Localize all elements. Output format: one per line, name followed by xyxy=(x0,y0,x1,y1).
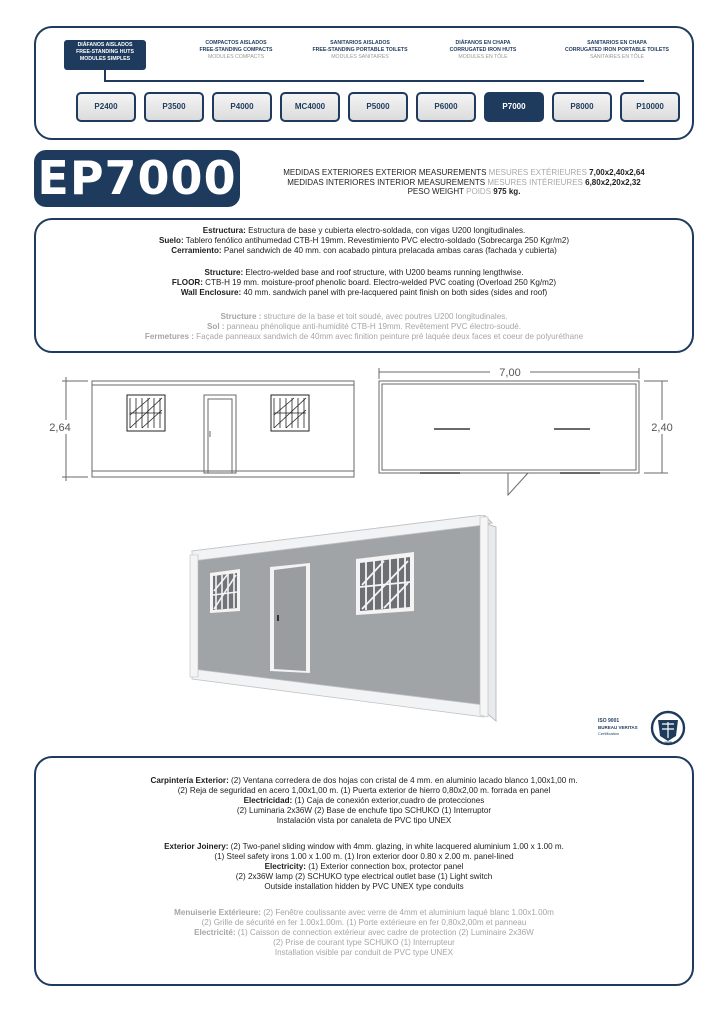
label-en: INTERIOR MEASUREMENTS xyxy=(377,177,486,187)
spec-line: Fermetures : Façade panneaux sandwich de 40mm avec finition peinture pré laquée deux faces et coeur de polyuréthane xyxy=(144,331,584,341)
page-title: EP7000 xyxy=(34,150,240,207)
category-label-es: SANITARIOS EN CHAPA xyxy=(587,40,647,46)
category-label-fr: MODULES EN TÔLE xyxy=(458,54,508,60)
door xyxy=(270,563,310,673)
interior-measurements xyxy=(244,178,684,188)
seal-year: 1828 xyxy=(664,741,672,745)
category-label-es: DIÁFANOS AISLADOS xyxy=(77,42,133,48)
model-button-p7000[interactable]: P7000 xyxy=(484,92,544,122)
label-en: WEIGHT xyxy=(432,187,464,196)
spec-line: Instalación vista por canaleta de PVC tipo UNEX xyxy=(276,815,452,825)
nav-connector xyxy=(104,80,644,82)
spec-line: (2) Luminaria 2x36W (2) Base de enchufe tipo SCHUKO (1) Interruptor xyxy=(236,805,492,815)
spec-line: Structure : structure de la base et toit soudé, avec poutres U200 longitudinales. xyxy=(220,312,508,321)
spec-line: Suelo: Tablero fenólico antihumedad CTB-H 19mm. Revestimiento PVC electro-soldado (Sobrecarga 250 Kgr/m2) xyxy=(158,235,570,245)
spec-line: Estructura: Estructura de base y cubierta electro-soldada, con vigas U200 longitudinales. xyxy=(202,226,526,235)
spec-line: Cerramiento: Panel sandwich de 40 mm. con acabado pintura prelacada ambas caras (fachada y cubierta) xyxy=(171,245,557,255)
cert-line-3: Certification xyxy=(598,731,620,736)
technical-drawings xyxy=(40,365,690,510)
window-right xyxy=(356,552,414,615)
model-button-p8000[interactable]: P8000 xyxy=(552,92,612,122)
model-button-p3500[interactable]: P3500 xyxy=(144,92,204,122)
category-label-en: FREE-STANDING COMPACTS xyxy=(199,47,273,53)
spec-line: Sol : panneau phénolique anti-humidité CTB-H 19mm. Revêtement PVC électro-soudé. xyxy=(206,321,522,331)
equipment-fr xyxy=(36,908,692,958)
product-illustration xyxy=(176,515,536,725)
spec-line: Menuiserie Extérieure: (2) Fenêtre coulissante avec verre de 4mm et aluminium laqué blanc 1.00x1.00m xyxy=(174,908,554,917)
window-left xyxy=(210,569,240,613)
label-fr: MESURES EXTÉRIEURES xyxy=(488,168,587,177)
spec-line: Wall Enclosure: 40 mm. sandwich panel with pre-lacquered paint finish on both sides (sides and roof) xyxy=(180,287,548,297)
cert-line-1: ISO 9001 xyxy=(598,718,620,724)
category-label-fr: MODULES SIMPLES xyxy=(79,56,131,62)
model-button-p5000[interactable]: P5000 xyxy=(348,92,408,122)
spec-line: Carpintería Exterior: (2) Ventana corredera de dos hojas con cristal de 4 mm. en aluminio lacado blanco 1,00x1,00 m. xyxy=(150,776,578,785)
certification-badge xyxy=(596,710,686,746)
equipment-es xyxy=(36,776,692,826)
structure-specs-panel xyxy=(34,218,694,353)
spec-line: FLOOR: CTB-H 19 mm. moisture-proof phenolic board. Electro-welded PVC coating (Overload 250 Kg/m2) xyxy=(171,277,557,287)
category-label-en: CORRUGATED IRON HUTS xyxy=(449,47,517,53)
category-tab-corrugated-iron-toilets[interactable] xyxy=(542,40,692,70)
spec-line: Electricité: (1) Caisson de connection extérieur avec cadre de protection (2) Luminaire 2x36W xyxy=(194,927,534,937)
label-fr: MESURES INTÉRIEURES xyxy=(487,177,583,187)
model-button-p2400[interactable]: P2400 xyxy=(76,92,136,122)
category-label-en: CORRUGATED IRON PORTABLE TOILETS xyxy=(564,47,670,53)
spec-line: (2) 2x36W lamp (2) SCHUKO type electrical outlet base (1) Light switch xyxy=(235,871,493,881)
category-tab-portable-toilets[interactable] xyxy=(300,40,420,70)
category-label-fr: MODULES COMPACTS xyxy=(207,54,265,60)
spec-line: (2) Reja de seguridad en acero 1,00x1,00 m. (1) Puerta exterior de hierro 0,80x2,00 m. forrada en panel xyxy=(177,785,551,795)
category-nav-panel xyxy=(34,26,694,140)
category-label-en: FREE-STANDING PORTABLE TOILETS xyxy=(312,47,408,53)
category-label-fr: MODULES SANITAIRES xyxy=(331,54,389,60)
label-es: MEDIDAS EXTERIORES xyxy=(283,168,374,177)
equipment-en xyxy=(36,842,692,892)
category-tab-free-standing-huts[interactable] xyxy=(64,40,146,70)
cert-line-2: BUREAU VERITAS xyxy=(598,725,638,730)
weight xyxy=(244,187,684,197)
spec-line: (1) Steel safety irons 1.00 x 1.00 m. (1) Iron exterior door 0.80 x 2.00 m. panel-lined xyxy=(214,851,514,861)
label-fr: POIDS xyxy=(466,187,492,196)
category-label-es: DIÁFANOS EN CHAPA xyxy=(455,40,511,46)
model-button-p10000[interactable]: P10000 xyxy=(620,92,680,122)
measurements-block xyxy=(244,168,684,197)
model-button-p6000[interactable]: P6000 xyxy=(416,92,476,122)
equipment-specs-panel xyxy=(34,756,694,986)
model-button-p4000[interactable]: P4000 xyxy=(212,92,272,122)
label-en: EXTERIOR MEASUREMENTS xyxy=(375,168,487,177)
spec-line: Electricidad: (1) Caja de conexión exterior,cuadro de protecciones xyxy=(243,795,485,805)
category-tab-free-standing-compacts[interactable] xyxy=(182,40,290,70)
spec-line: (2) Prise de courant type SCHUKO (1) Interrupteur xyxy=(273,937,455,947)
floor-plan-drawing xyxy=(379,368,668,495)
exterior-measurements xyxy=(244,168,684,178)
value: 7,00x2,40x2,64 xyxy=(589,168,645,177)
label-es: PESO xyxy=(407,187,430,196)
spec-line: Electricity: (1) Exterior connection box, protector panel xyxy=(264,861,464,871)
category-tab-corrugated-iron-huts[interactable] xyxy=(428,40,538,70)
structure-en xyxy=(36,268,692,298)
spec-line: Installation visible par conduit de PVC type UNEX xyxy=(274,947,454,957)
label-es: MEDIDAS INTERIORES xyxy=(287,177,375,187)
spec-line: Exterior Joinery: (2) Two-panel sliding window with 4mm. glazing, in white lacquered aluminium 1.00 x 1.00 m. xyxy=(164,842,564,851)
structure-es xyxy=(36,226,692,256)
length-dimension-label: 7,00 xyxy=(499,367,521,379)
spec-line: Structure: Electro-welded base and roof structure, with U200 beams running lengthwise. xyxy=(204,268,524,277)
model-button-mc4000[interactable]: MC4000 xyxy=(280,92,340,122)
value: 6,80x2,20x2,32 xyxy=(585,177,641,187)
category-label-en: FREE-STANDING HUTS xyxy=(76,49,134,55)
spec-line: (2) Grille de sécurité en fer 1.00x1.00m. (1) Porte extérieure en fer 0,80x2,00m et panneau xyxy=(201,917,527,927)
category-label-fr: SANITAIRES EN TÔLE xyxy=(589,54,644,60)
front-elevation-drawing xyxy=(62,377,354,481)
spec-line: Outside installation hidden by PVC UNEX type conduits xyxy=(264,881,464,891)
value: 975 kg. xyxy=(493,187,521,196)
category-label-es: SANITARIOS AISLADOS xyxy=(330,40,390,46)
height-dimension-label: 2,64 xyxy=(49,422,71,434)
width-dimension-label: 2,40 xyxy=(651,422,673,434)
category-label-es: COMPACTOS AISLADOS xyxy=(205,40,267,46)
structure-fr xyxy=(36,312,692,342)
